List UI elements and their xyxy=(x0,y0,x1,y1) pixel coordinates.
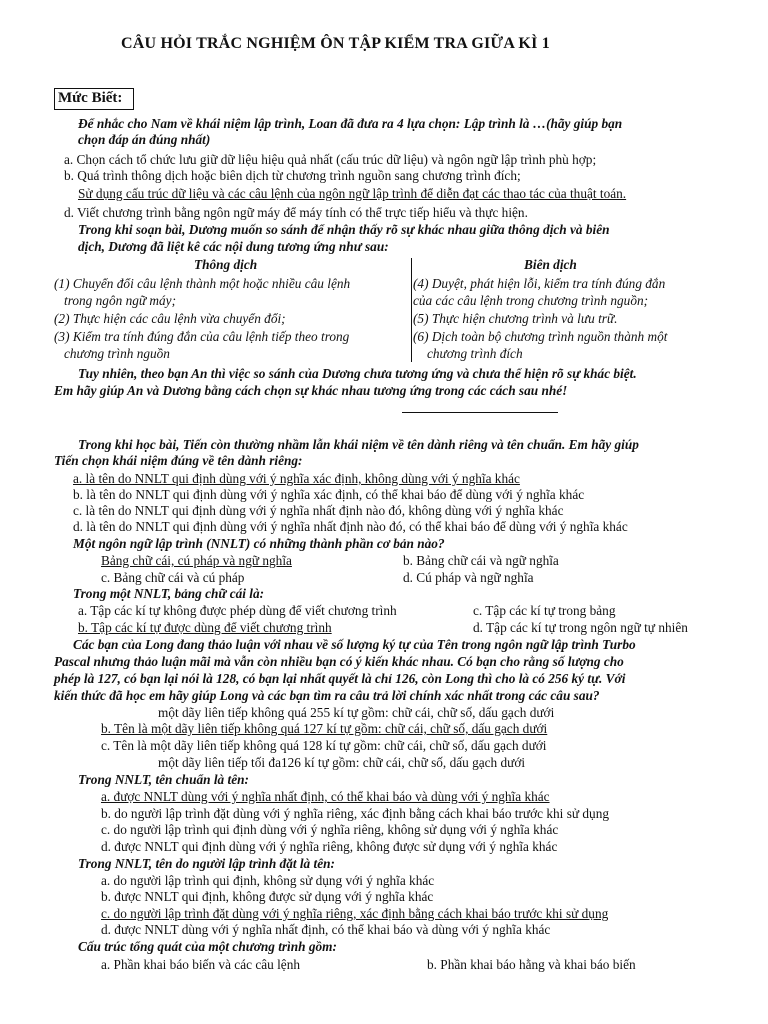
q2-item-4-line2: của các câu lệnh trong chương trình nguồn; xyxy=(413,293,649,308)
q3-stem-line1: Trong khi học bài, Tiến còn thường nhầm lẫn khái niệm về tên dành riêng và tên chuẩn. Em hãy giúp xyxy=(78,437,639,452)
level-heading: Mức Biết: xyxy=(54,88,134,110)
q1-option-a: a. Chọn cách tổ chức lưu giữ dữ liệu hiệu quả nhất (cấu trúc dữ liệu) và ngôn ngữ lập trình phù hợp; xyxy=(64,152,597,167)
q6-stem-line3: phép là 127, có bạn lại nói là 128, có bạn lại nhất quyết là chỉ 126, còn Long thì cho là có 256 ký tự. Với xyxy=(54,671,626,686)
q7-option-a: a. được NNLT dùng với ý nghĩa nhất định, có thể khai báo và dùng với ý nghĩa khác xyxy=(101,789,550,804)
q1-option-b: b. Quá trình thông dịch hoặc biên dịch từ chương trình nguồn sang chương trình đích; xyxy=(64,168,521,183)
q6-stem-line4: kiến thức đã học em hãy giúp Long và các bạn tìm ra câu trả lời chính xác nhất trong các câu sau? xyxy=(54,688,600,703)
q6-option-d: một dãy liên tiếp tối đa126 kí tự gồm: chữ cái, chữ số, dấu gạch dưới xyxy=(158,755,526,770)
q8-option-d: d. được NNLT dùng với ý nghĩa nhất định, có thể khai báo và dùng với ý nghĩa khác xyxy=(101,922,551,937)
q2-item-6-line1: (6) Dịch toàn bộ chương trình nguồn thành một xyxy=(413,329,668,344)
q1-stem-line1: Để nhắc cho Nam về khái niệm lập trình, Loan đã đưa ra 4 lựa chọn: Lập trình là …(hãy giúp bạn xyxy=(78,116,623,131)
q5-stem: Trong một NNLT, bảng chữ cái là: xyxy=(73,586,265,601)
document-title: CÂU HỎI TRẮC NGHIỆM ÔN TẬP KIỂM TRA GIỮA KÌ 1 xyxy=(121,35,550,52)
q4-stem: Một ngôn ngữ lập trình (NNLT) có những thành phần cơ bản nào? xyxy=(73,536,445,551)
q8-stem: Trong NNLT, tên do người lập trình đặt là tên: xyxy=(78,856,335,871)
q2-note-line1: Tuy nhiên, theo bạn An thì việc so sánh của Dương chưa tương ứng và chưa thể hiện rõ sự khác biệt. xyxy=(78,366,637,381)
q8-option-c: c. do người lập trình đặt dùng với ý nghĩa riêng, xác định bằng cách khai báo trước khi sử dụng xyxy=(101,906,609,921)
q4-option-d: d. Cú pháp và ngữ nghĩa xyxy=(403,570,534,585)
q7-option-c: c. do người lập trình qui định dùng với ý nghĩa riêng, không sử dụng với ý nghĩa khác xyxy=(101,822,559,837)
q3-option-a: a. là tên do NNLT qui định dùng với ý nghĩa xác định, không dùng với ý nghĩa khác xyxy=(73,471,520,486)
q2-column-head-interpret: Thông dịch xyxy=(194,257,258,272)
q3-option-c: c. là tên do NNLT qui định dùng với ý nghĩa nhất định nào đó, không dùng với ý nghĩa khác xyxy=(73,503,564,518)
q6-stem-line1: Các bạn của Long đang thảo luận với nhau về số lượng ký tự của Tên trong ngôn ngữ lập trình Turbo xyxy=(73,637,636,652)
q7-option-d: d. được NNLT qui định dùng với ý nghĩa riêng, không được sử dụng với ý nghĩa khác xyxy=(101,839,558,854)
q6-option-b: b. Tên là một dãy liên tiếp không quá 127 kí tự gồm: chữ cái, chữ số, dấu gạch dưới xyxy=(101,721,548,736)
q2-column-head-compile: Biên dịch xyxy=(524,257,577,272)
q9-stem: Cấu trúc tổng quát của một chương trình gồm: xyxy=(78,939,337,954)
q3-option-d: d. là tên do NNLT qui định dùng với ý nghĩa nhất định nào đó, có thể khai báo để dùng với ý nghĩa khác xyxy=(73,519,628,534)
q9-option-b: b. Phần khai báo hằng và khai báo biến xyxy=(427,957,636,972)
q7-option-b: b. do người lập trình đặt dùng với ý nghĩa riêng, xác định bằng cách khai báo trước khi sử dụng xyxy=(101,806,610,821)
q2-item-1-line1: (1) Chuyển đổi câu lệnh thành một hoặc nhiều câu lệnh xyxy=(54,276,351,291)
q1-stem-line2: chọn đáp án đúng nhất) xyxy=(78,132,211,147)
q3-stem-line2: Tiến chọn khái niệm đúng về tên dành riêng: xyxy=(54,453,303,468)
q2-item-2: (2) Thực hiện các câu lệnh vừa chuyển đổi; xyxy=(54,311,286,326)
q8-option-b: b. được NNLT qui định, không được sử dụng với ý nghĩa khác xyxy=(101,889,434,904)
q2-stem-line1: Trong khi soạn bài, Dương muốn so sánh để nhận thấy rõ sự khác nhau giữa thông dịch và biên xyxy=(78,222,610,237)
q2-item-3-line1: (3) Kiểm tra tính đúng đắn của câu lệnh tiếp theo trong xyxy=(54,329,350,344)
q2-note-line2: Em hãy giúp An và Dương bằng cách chọn sự khác nhau tương ứng trong các cách sau nhé! xyxy=(54,383,568,398)
q5-option-b: b. Tập các kí tự được dùng để viết chương trình xyxy=(78,620,332,635)
q1-option-d: d. Viết chương trình bằng ngôn ngữ máy để máy tính có thể trực tiếp hiểu và thực hiện. xyxy=(64,205,528,220)
q8-option-a: a. do người lập trình qui định, không sử dụng với ý nghĩa khác xyxy=(101,873,435,888)
q2-item-5: (5) Thực hiện chương trình và lưu trữ. xyxy=(413,311,618,326)
q2-column-divider xyxy=(411,258,412,362)
q9-option-a: a. Phần khai báo biến và các câu lệnh xyxy=(101,957,300,972)
q7-stem: Trong NNLT, tên chuẩn là tên: xyxy=(78,772,249,787)
q2-item-4-line1: (4) Duyệt, phát hiện lỗi, kiểm tra tính đúng đắn xyxy=(413,276,666,291)
q2-item-1-line2: trong ngôn ngữ máy; xyxy=(64,293,177,308)
q4-option-b: b. Bảng chữ cái và ngữ nghĩa xyxy=(403,553,559,568)
q4-option-c: c. Bảng chữ cái và cú pháp xyxy=(101,570,245,585)
answer-blank-line xyxy=(402,412,558,413)
q5-option-d: d. Tập các kí tự trong ngôn ngữ tự nhiên xyxy=(473,620,688,635)
q6-option-a: một dãy liên tiếp không quá 255 kí tự gồm: chữ cái, chữ số, dấu gạch dưới xyxy=(158,705,555,720)
q6-option-c: c. Tên là một dãy liên tiếp không quá 128 kí tự gồm: chữ cái, chữ số, dấu gạch dưới xyxy=(101,738,547,753)
q4-option-a: Bảng chữ cái, cú pháp và ngữ nghĩa xyxy=(101,553,292,568)
q6-stem-line2: Pascal nhưng thảo luận mãi mà vẫn còn nhiều bạn có ý kiến khác nhau. Có bạn cho rằng số lượng cho xyxy=(54,654,624,669)
q5-option-c: c. Tập các kí tự trong bảng xyxy=(473,603,616,618)
q5-option-a: a. Tập các kí tự không được phép dùng để viết chương trình xyxy=(78,603,397,618)
q1-option-c: Sử dụng cấu trúc dữ liệu và các câu lệnh của ngôn ngữ lập trình để diễn đạt các thao tác của thuật toán. xyxy=(78,186,627,201)
q2-item-6-line2: chương trình đích xyxy=(427,346,523,361)
q3-option-b: b. là tên do NNLT qui định dùng với ý nghĩa xác định, có thể khai báo để dùng với ý nghĩa khác xyxy=(73,487,585,502)
q2-item-3-line2: chương trình nguồn xyxy=(64,346,170,361)
q2-stem-line2: dịch, Dương đã liệt kê các nội dung tương ứng như sau: xyxy=(78,239,389,254)
